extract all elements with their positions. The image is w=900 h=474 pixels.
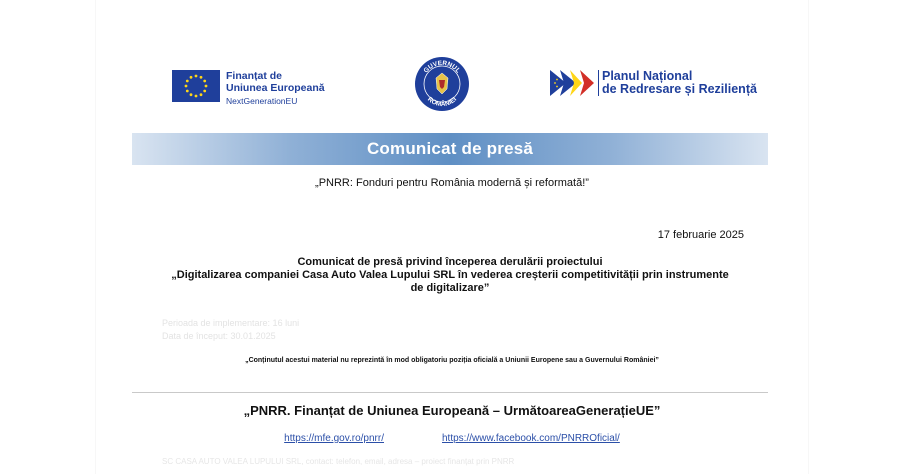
banner-title: Comunicat de presă — [366, 139, 534, 158]
eu-logo — [172, 70, 325, 107]
pnrr-flag-icon — [550, 70, 594, 96]
seal-bottom-text: ROMÂNIEI — [426, 95, 459, 109]
eu-line1: Finanțat de — [226, 70, 283, 82]
faded-line-2: Data de început: 30.01.2025 — [162, 331, 276, 341]
press-release-page — [96, 0, 808, 474]
eu-line3: NextGenerationEU — [226, 96, 298, 106]
faded-line-1: Perioada de implementare: 16 luni — [162, 318, 300, 328]
pnrr-line1: Planul Național — [602, 69, 693, 83]
facebook-link[interactable]: https://www.facebook.com/PNRROficial/ — [442, 433, 620, 444]
title-line-2: „Digitalizarea companiei Casa Auto Valea Lupului SRL în vederea creșterii competitivității prin instrumente — [171, 269, 729, 281]
pnrr-line2: de Redresare și Reziliență — [602, 82, 757, 96]
pnrr-logo — [550, 70, 757, 96]
divider — [132, 392, 768, 393]
title-line-3: de digitalizare” — [410, 282, 490, 294]
disclaimer: „Conținutul acestui material nu reprezintă în mod obligatoriu poziția oficială a Uniunii Europene sau a Guvernului României” — [245, 357, 659, 364]
footer-title: „PNRR. Finanțat de Uniunea Europeană – UrmătoareaGenerațieUE” — [243, 403, 661, 418]
eu-line2: Uniunea Europeană — [226, 82, 325, 94]
mfe-link[interactable]: https://mfe.gov.ro/pnrr/ — [284, 433, 384, 444]
title-line-1: Comunicat de presă privind începerea derulării proiectului — [297, 256, 603, 268]
footer-links — [96, 433, 808, 444]
release-title — [132, 256, 768, 295]
logos-row — [96, 52, 808, 122]
press-release-banner — [132, 133, 768, 165]
seal-top-text: GUVERNUL — [422, 59, 462, 75]
eu-flag-icon — [172, 70, 220, 102]
release-date: 17 februarie 2025 — [657, 229, 744, 241]
faded-bottom-text: SC CASA AUTO VALEA LUPULUI SRL, contact: telefon, email, adresa – proiect finanțat prin PNRR — [162, 457, 515, 466]
government-seal-icon — [414, 56, 470, 112]
slogan: „PNRR: Fonduri pentru România modernă și reformată!” — [315, 177, 589, 189]
